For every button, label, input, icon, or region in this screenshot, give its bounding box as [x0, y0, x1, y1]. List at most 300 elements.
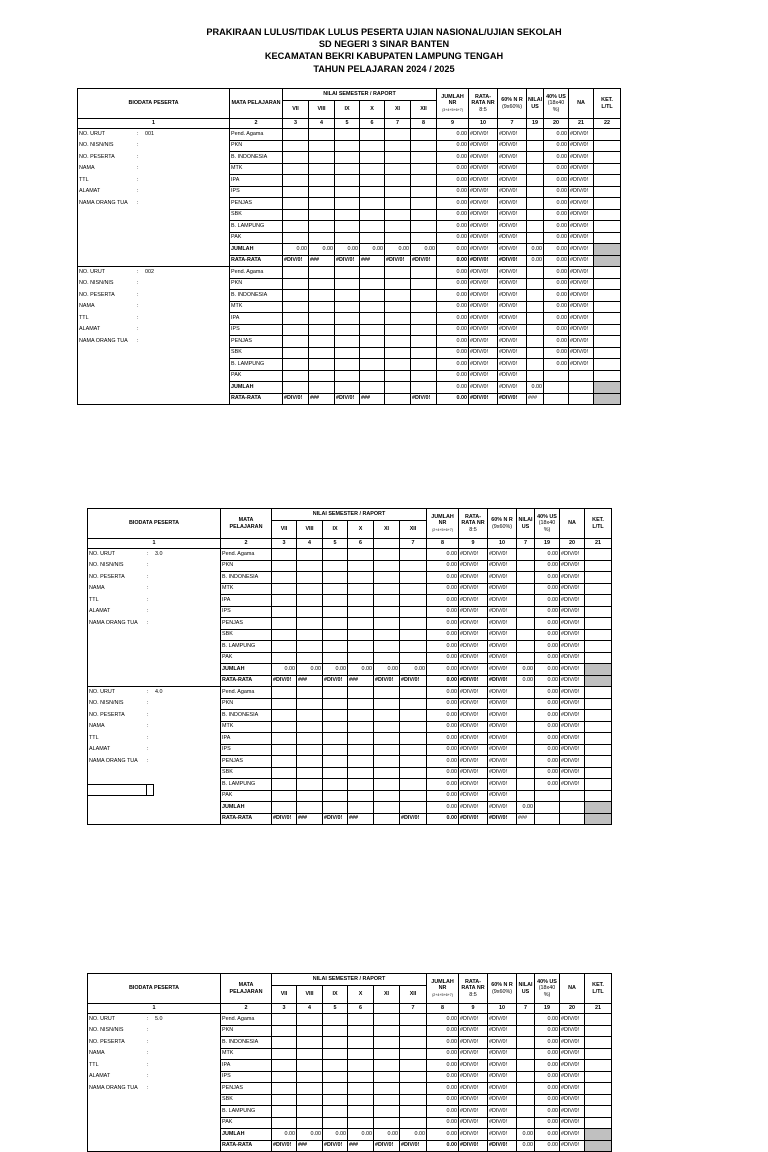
- semester-grade: [374, 779, 400, 791]
- rata-nr: #DIV/0!: [459, 1083, 488, 1095]
- table-row: [88, 1083, 612, 1095]
- semester-grade: [272, 618, 297, 630]
- ket-value: [585, 1060, 612, 1072]
- semester-grade: [400, 1106, 427, 1118]
- header-jumlah-label: JUMLAH NR: [431, 513, 454, 527]
- nr60-value: #DIV/0!: [498, 336, 527, 348]
- biodata-cell: [88, 1094, 221, 1106]
- semester-grade: [374, 710, 400, 722]
- semester-grade: [283, 278, 309, 290]
- na-value: #DIV/0!: [560, 1025, 585, 1037]
- subject-name: PKN: [221, 698, 272, 710]
- subject-name: Pend. Agama: [230, 129, 283, 141]
- jumlah-nr: 0.00: [427, 687, 459, 699]
- semester-grade: [283, 221, 309, 233]
- semester-grade: [400, 1048, 427, 1060]
- subject-name: IPA: [230, 313, 283, 325]
- biodata-label: ALAMAT: [89, 1073, 111, 1080]
- semester-grade: [335, 152, 360, 164]
- na-value: #DIV/0!: [569, 347, 594, 359]
- biodata-colon: :: [147, 689, 149, 695]
- ket-value: [585, 744, 612, 756]
- table-row: [88, 1094, 612, 1106]
- report-title: [0, 26, 768, 75]
- table-row: [88, 629, 612, 641]
- header-us40: [535, 974, 560, 1004]
- ket-value: [594, 267, 621, 279]
- nilai-us: ###: [517, 813, 535, 825]
- nr60-value: #DIV/0!: [488, 641, 517, 653]
- header-nr60: [498, 89, 527, 119]
- na-value: [569, 393, 594, 405]
- header-semester: XI: [385, 101, 411, 119]
- semester-grade: [400, 595, 427, 607]
- nilai-us: [517, 733, 535, 745]
- semester-grade: [297, 629, 323, 641]
- semester-grade: [411, 221, 437, 233]
- column-index: 8: [427, 1004, 459, 1014]
- jumlah-nr: 0.00: [437, 232, 469, 244]
- semester-grade: [283, 129, 309, 141]
- biodata-cell: [78, 140, 230, 152]
- biodata-label: ALAMAT: [79, 188, 101, 195]
- nr60-value: #DIV/0!: [498, 393, 527, 405]
- jumlah-nr: 0.00: [427, 1106, 459, 1118]
- ket-value: [585, 560, 612, 572]
- biodata-colon: :: [147, 551, 149, 557]
- table-row: [88, 1106, 612, 1118]
- semester-grade: [323, 733, 348, 745]
- table-row: [78, 198, 621, 210]
- na-value: #DIV/0!: [569, 244, 594, 256]
- semester-grade: [400, 583, 427, 595]
- na-value: #DIV/0!: [560, 1060, 585, 1072]
- semester-grade: [374, 687, 400, 699]
- jumlah-nr: 0.00: [427, 560, 459, 572]
- nilai-us: [517, 595, 535, 607]
- semester-grade: [272, 1071, 297, 1083]
- semester-grade: [374, 641, 400, 653]
- header-semester: X: [348, 521, 374, 539]
- jumlah-nr: 0.00: [427, 802, 459, 814]
- ket-value: [585, 595, 612, 607]
- biodata-cell: [78, 267, 230, 279]
- subject-name: PENJAS: [230, 336, 283, 348]
- semester-sum: [297, 802, 323, 814]
- table-row: [88, 606, 612, 618]
- nr60-value: #DIV/0!: [488, 1071, 517, 1083]
- semester-grade: [297, 583, 323, 595]
- semester-grade: [323, 549, 348, 561]
- grade-table-page-1: [77, 88, 621, 405]
- semester-grade: [385, 324, 411, 336]
- semester-grade: [385, 140, 411, 152]
- nr60-value: #DIV/0!: [488, 1140, 517, 1152]
- semester-grade: [323, 779, 348, 791]
- header-rata-label: RATA-RATA NR: [461, 513, 485, 527]
- na-value: #DIV/0!: [569, 324, 594, 336]
- na-value: [560, 813, 585, 825]
- column-index: 7: [400, 1004, 427, 1014]
- biodata-colon: :: [137, 142, 139, 149]
- table-row: [88, 1140, 612, 1152]
- semester-grade: [323, 572, 348, 584]
- jumlah-nr: 0.00: [427, 675, 459, 687]
- semester-grade: [385, 232, 411, 244]
- biodata-cell: [88, 652, 221, 664]
- biodata-colon: :: [137, 326, 139, 333]
- semester-grade: [297, 744, 323, 756]
- us40-value: [535, 813, 560, 825]
- nilai-us: 0.00: [517, 675, 535, 687]
- nilai-us: [517, 790, 535, 802]
- column-index: 5: [323, 1004, 348, 1014]
- nilai-us: [517, 1025, 535, 1037]
- ket-value: [594, 186, 621, 198]
- semester-grade: [385, 336, 411, 348]
- semester-grade: [348, 698, 374, 710]
- subject-name: PENJAS: [230, 198, 283, 210]
- biodata-colon: :: [137, 291, 139, 298]
- semester-grade: [411, 152, 437, 164]
- table-row: [78, 186, 621, 198]
- semester-average: ###: [297, 1140, 323, 1152]
- header-rata-label: RATA-RATA NR: [471, 93, 495, 107]
- column-index: 21: [569, 119, 594, 129]
- table-row: [88, 756, 612, 768]
- semester-grade: [323, 1106, 348, 1118]
- nilai-us: [527, 278, 544, 290]
- semester-grade: [335, 175, 360, 187]
- column-index: 19: [535, 539, 560, 549]
- semester-grade: [272, 629, 297, 641]
- semester-grade: [348, 733, 374, 745]
- us40-value: 0.00: [544, 336, 569, 348]
- semester-grade: [283, 301, 309, 313]
- us40-value: 0.00: [544, 301, 569, 313]
- semester-grade: [323, 790, 348, 802]
- ket-value: [585, 641, 612, 653]
- semester-grade: [411, 209, 437, 221]
- nr60-value: #DIV/0!: [488, 549, 517, 561]
- subject-name: PKN: [230, 278, 283, 290]
- semester-grade: [385, 359, 411, 371]
- biodata-label: TTL: [89, 734, 99, 741]
- semester-grade: [400, 1014, 427, 1026]
- jumlah-nr: 0.00: [437, 198, 469, 210]
- semester-grade: [385, 313, 411, 325]
- nr60-value: #DIV/0!: [498, 382, 527, 394]
- table-row: [88, 618, 612, 630]
- rata-nr: #DIV/0!: [459, 641, 488, 653]
- nr60-value: #DIV/0!: [498, 152, 527, 164]
- us40-value: 0.00: [535, 1071, 560, 1083]
- semester-grade: [411, 301, 437, 313]
- semester-grade: [400, 1071, 427, 1083]
- biodata-label: NO. PESERTA: [89, 1038, 125, 1045]
- rata-nr: #DIV/0!: [459, 1129, 488, 1141]
- ket-value: [585, 733, 612, 745]
- semester-grade: [348, 641, 374, 653]
- semester-grade: [272, 1025, 297, 1037]
- subject-name: B. LAMPUNG: [221, 779, 272, 791]
- biodata-cell: [88, 572, 221, 584]
- biodata-cell: [88, 802, 221, 814]
- semester-grade: [385, 209, 411, 221]
- na-value: #DIV/0!: [560, 595, 585, 607]
- semester-grade: [374, 744, 400, 756]
- jumlah-nr: 0.00: [437, 278, 469, 290]
- subject-name: B. INDONESIA: [230, 290, 283, 302]
- column-index: 5: [323, 539, 348, 549]
- us40-value: 0.00: [535, 1106, 560, 1118]
- header-rata-label: RATA-RATA NR: [461, 978, 485, 992]
- biodata-cell: [88, 767, 221, 779]
- subject-name: PKN: [230, 140, 283, 152]
- grade-table-page-2: [87, 508, 612, 825]
- semester-grade: [335, 267, 360, 279]
- semester-grade: [309, 140, 335, 152]
- semester-average: #DIV/0!: [272, 1140, 297, 1152]
- header-rata-sub: 8:5: [469, 991, 477, 998]
- ket-value: [594, 129, 621, 141]
- semester-grade: [283, 290, 309, 302]
- selection-box-end: [146, 784, 154, 796]
- semester-grade: [283, 175, 309, 187]
- column-index: 21: [585, 539, 612, 549]
- semester-grade: [297, 1117, 323, 1129]
- us40-value: 0.00: [544, 163, 569, 175]
- semester-grade: [374, 733, 400, 745]
- jumlah-nr: 0.00: [427, 1094, 459, 1106]
- nr60-value: #DIV/0!: [488, 606, 517, 618]
- semester-grade: [297, 1037, 323, 1049]
- us40-value: 0.00: [535, 549, 560, 561]
- biodata-cell: [88, 618, 221, 630]
- biodata-colon: :: [147, 757, 149, 764]
- semester-average: ###: [360, 393, 385, 405]
- table-row: [78, 209, 621, 221]
- jumlah-nr: 0.00: [427, 1140, 459, 1152]
- na-value: #DIV/0!: [560, 744, 585, 756]
- biodata-label: NAMA ORANG TUA: [89, 757, 138, 764]
- biodata-cell: [88, 629, 221, 641]
- semester-grade: [400, 1060, 427, 1072]
- us40-value: 0.00: [535, 1037, 560, 1049]
- na-value: #DIV/0!: [560, 698, 585, 710]
- biodata-colon: :: [147, 573, 149, 580]
- header-nilai-us: NILAI US: [527, 89, 544, 119]
- semester-grade: [400, 710, 427, 722]
- semester-grade: [309, 347, 335, 359]
- na-value: #DIV/0!: [560, 1094, 585, 1106]
- column-index: 10: [488, 539, 517, 549]
- biodata-label: NAMA ORANG TUA: [89, 619, 138, 626]
- header-semester: X: [360, 101, 385, 119]
- semester-average: #DIV/0!: [400, 1140, 427, 1152]
- na-value: #DIV/0!: [560, 560, 585, 572]
- semester-grade: [272, 641, 297, 653]
- semester-sum: [348, 802, 374, 814]
- nilai-us: [527, 152, 544, 164]
- semester-grade: [400, 652, 427, 664]
- semester-grade: [323, 698, 348, 710]
- jumlah-nr: 0.00: [427, 1117, 459, 1129]
- semester-grade: [348, 549, 374, 561]
- semester-average: ###: [348, 675, 374, 687]
- header-nr60-sub: (9x60%): [501, 103, 523, 110]
- subject-name: Pend. Agama: [221, 687, 272, 699]
- ket-value: [594, 382, 621, 394]
- semester-grade: [283, 232, 309, 244]
- biodata-cell: [88, 756, 221, 768]
- table-row: [78, 221, 621, 233]
- semester-grade: [309, 278, 335, 290]
- semester-grade: [323, 721, 348, 733]
- rata-rata-label: RATA-RATA: [221, 675, 272, 687]
- subject-name: B. LAMPUNG: [230, 221, 283, 233]
- biodata-label: TTL: [89, 596, 99, 603]
- us40-value: 0.00: [535, 1014, 560, 1026]
- nilai-us: [527, 198, 544, 210]
- us40-value: 0.00: [535, 733, 560, 745]
- semester-grade: [309, 267, 335, 279]
- semester-grade: [297, 641, 323, 653]
- us40-value: 0.00: [535, 1025, 560, 1037]
- semester-grade: [272, 1083, 297, 1095]
- semester-average: ###: [297, 813, 323, 825]
- na-value: #DIV/0!: [560, 652, 585, 664]
- column-index: 3: [272, 1004, 297, 1014]
- subject-name: IPS: [230, 186, 283, 198]
- nr60-value: #DIV/0!: [488, 1117, 517, 1129]
- ket-value: [594, 209, 621, 221]
- biodata-cell: [78, 209, 230, 221]
- header-nr60-label: 60% N R: [491, 982, 513, 988]
- jumlah-nr: 0.00: [437, 370, 469, 382]
- header-us40-sub: (18x40 %): [538, 985, 556, 998]
- table-row: [88, 721, 612, 733]
- rata-nr: #DIV/0!: [459, 595, 488, 607]
- column-index: 8: [411, 119, 437, 129]
- us40-value: 0.00: [544, 129, 569, 141]
- jumlah-nr: 0.00: [427, 652, 459, 664]
- nr60-value: #DIV/0!: [488, 733, 517, 745]
- semester-grade: [309, 301, 335, 313]
- semester-grade: [400, 1094, 427, 1106]
- semester-grade: [335, 232, 360, 244]
- nr60-value: #DIV/0!: [488, 744, 517, 756]
- semester-sum: 0.00: [411, 244, 437, 256]
- biodata-cell: [88, 583, 221, 595]
- header-rata-sub: 8:5: [479, 106, 487, 113]
- ket-value: [585, 1094, 612, 1106]
- column-index: 2: [221, 1004, 272, 1014]
- na-value: #DIV/0!: [560, 629, 585, 641]
- semester-grade: [297, 572, 323, 584]
- biodata-colon: :: [137, 176, 139, 183]
- semester-grade: [348, 618, 374, 630]
- title-line-3: KECAMATAN BEKRI KABUPATEN LAMPUNG TENGAH: [264, 51, 504, 62]
- semester-grade: [400, 721, 427, 733]
- ket-value: [585, 664, 612, 676]
- header-us40-label: 40% US: [537, 978, 557, 985]
- rata-nr: #DIV/0!: [459, 779, 488, 791]
- nilai-us: [517, 744, 535, 756]
- biodata-cell: [78, 301, 230, 313]
- nr60-value: #DIV/0!: [498, 186, 527, 198]
- us40-value: 0.00: [535, 698, 560, 710]
- semester-grade: [283, 370, 309, 382]
- semester-grade: [283, 336, 309, 348]
- semester-sum: [283, 382, 309, 394]
- semester-grade: [385, 175, 411, 187]
- ket-value: [585, 767, 612, 779]
- semester-grade: [323, 606, 348, 618]
- nr60-value: #DIV/0!: [488, 664, 517, 676]
- na-value: #DIV/0!: [560, 1037, 585, 1049]
- header-us40-label: 40% US: [537, 513, 557, 520]
- header-semester: XII: [400, 521, 427, 539]
- semester-sum: 0.00: [400, 664, 427, 676]
- semester-grade: [411, 278, 437, 290]
- jumlah-nr: 0.00: [437, 267, 469, 279]
- table-row: [78, 301, 621, 313]
- semester-grade: [297, 549, 323, 561]
- column-index: 20: [544, 119, 569, 129]
- semester-grade: [335, 278, 360, 290]
- semester-grade: [283, 209, 309, 221]
- semester-grade: [348, 744, 374, 756]
- biodata-colon: :: [147, 585, 149, 592]
- semester-grade: [323, 595, 348, 607]
- semester-grade: [374, 560, 400, 572]
- nr60-value: #DIV/0!: [498, 370, 527, 382]
- rata-nr: #DIV/0!: [459, 606, 488, 618]
- biodata-colon: :: [147, 1050, 149, 1057]
- ket-value: [585, 698, 612, 710]
- biodata-cell: [88, 1025, 221, 1037]
- biodata-cell: [88, 1071, 221, 1083]
- us40-value: 0.00: [535, 560, 560, 572]
- semester-grade: [411, 359, 437, 371]
- subject-name: B. INDONESIA: [230, 152, 283, 164]
- subject-name: MTK: [230, 301, 283, 313]
- biodata-cell: [88, 664, 221, 676]
- rata-nr: #DIV/0!: [469, 140, 498, 152]
- nr60-value: #DIV/0!: [498, 313, 527, 325]
- semester-grade: [309, 152, 335, 164]
- ket-value: [585, 1129, 612, 1141]
- biodata-cell: [88, 744, 221, 756]
- semester-grade: [272, 560, 297, 572]
- rata-nr: #DIV/0!: [469, 290, 498, 302]
- us40-value: 0.00: [535, 675, 560, 687]
- semester-grade: [400, 629, 427, 641]
- semester-grade: [335, 336, 360, 348]
- ket-value: [594, 313, 621, 325]
- header-mapel: MATA PELAJARAN: [221, 974, 272, 1004]
- biodata-label: NAMA: [79, 165, 95, 172]
- jumlah-nr: 0.00: [437, 359, 469, 371]
- header-semester: XII: [411, 101, 437, 119]
- nilai-us: [517, 1060, 535, 1072]
- semester-grade: [360, 209, 385, 221]
- us40-value: 0.00: [535, 767, 560, 779]
- semester-grade: [400, 641, 427, 653]
- table-row: [78, 267, 621, 279]
- table-row: [78, 175, 621, 187]
